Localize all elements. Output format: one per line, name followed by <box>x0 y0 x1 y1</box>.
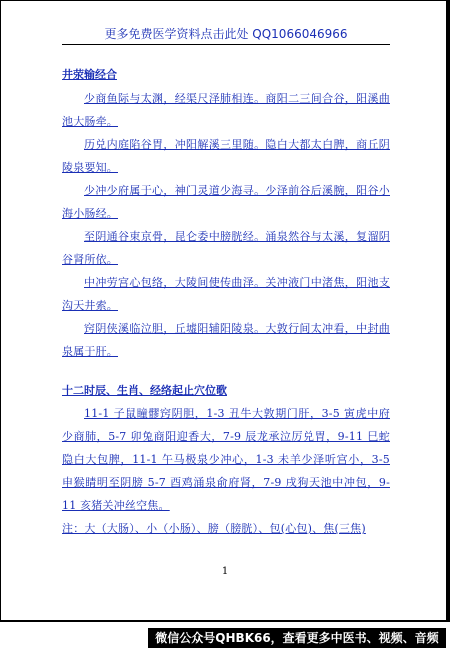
section-spacer <box>62 363 390 380</box>
note-paragraph[interactable]: 注：大（大肠）、小（小肠）、膀（膀胱）、包(心包)、焦(三焦) <box>62 522 366 535</box>
verse-paragraph[interactable]: 窍阴侠溪临泣胆，丘墟阳辅阳陵泉。大敦行间太冲看，中封曲泉属于肝。 <box>62 322 390 358</box>
section-title-twelve-hours[interactable]: 十二时辰、生肖、经络起止穴位歌 <box>62 384 227 397</box>
verse-paragraph[interactable]: 11-1 子鼠瞳髎窍阴胆，1-3 丑牛大敦期门肝，3-5 寅虎中府少商肺，5-7 卯兔商阳迎香大，7-9 辰龙承泣厉兑胃，9-11 巳蛇隐白大包脾，11-1 午马极泉少冲心，1-3 未羊少泽听宫小，3-5 申猴睛明至阴膀 5-7 酉鸡涌泉俞府肾，7-9 戌狗天池中冲包，9-11 亥猪关冲丝空焦。 <box>62 407 390 512</box>
header-divider <box>62 44 390 45</box>
header-link[interactable]: 更多免费医学资料点击此处 QQ1066046966 <box>104 27 348 41</box>
verse-paragraph[interactable]: 少商鱼际与太渊，经渠尺泽肺相连。商阳二三间合谷，阳溪曲池大肠牵。 <box>62 92 390 128</box>
verse-paragraph[interactable]: 中冲劳宫心包络，大陵间使传曲泽。关冲液门中渚焦，阳池支沟天井索。 <box>62 276 390 312</box>
page-edge-shadow <box>446 0 450 620</box>
footer-banner[interactable]: 微信公众号QHBK66，查看更多中医书、视频、音频 <box>148 628 446 648</box>
page-number: 1 <box>221 566 229 577</box>
verse-paragraph[interactable]: 至阴通谷束京骨，昆仑委中膀胱经。涌泉然谷与太溪，复溜阴谷肾所依。 <box>62 230 390 266</box>
document-body <box>62 66 390 540</box>
verse-paragraph[interactable]: 历兑内庭陷谷胃，冲阳解溪三里随。隐白大都太白脾，商丘阴陵泉要知。 <box>62 138 390 174</box>
section-title-jing-ying-shu-jing-he[interactable]: 井荥输经合 <box>62 68 117 81</box>
verse-paragraph[interactable]: 少冲少府属于心，神门灵道少海寻。少泽前谷后溪腕，阳谷小海小肠经。 <box>62 184 390 220</box>
